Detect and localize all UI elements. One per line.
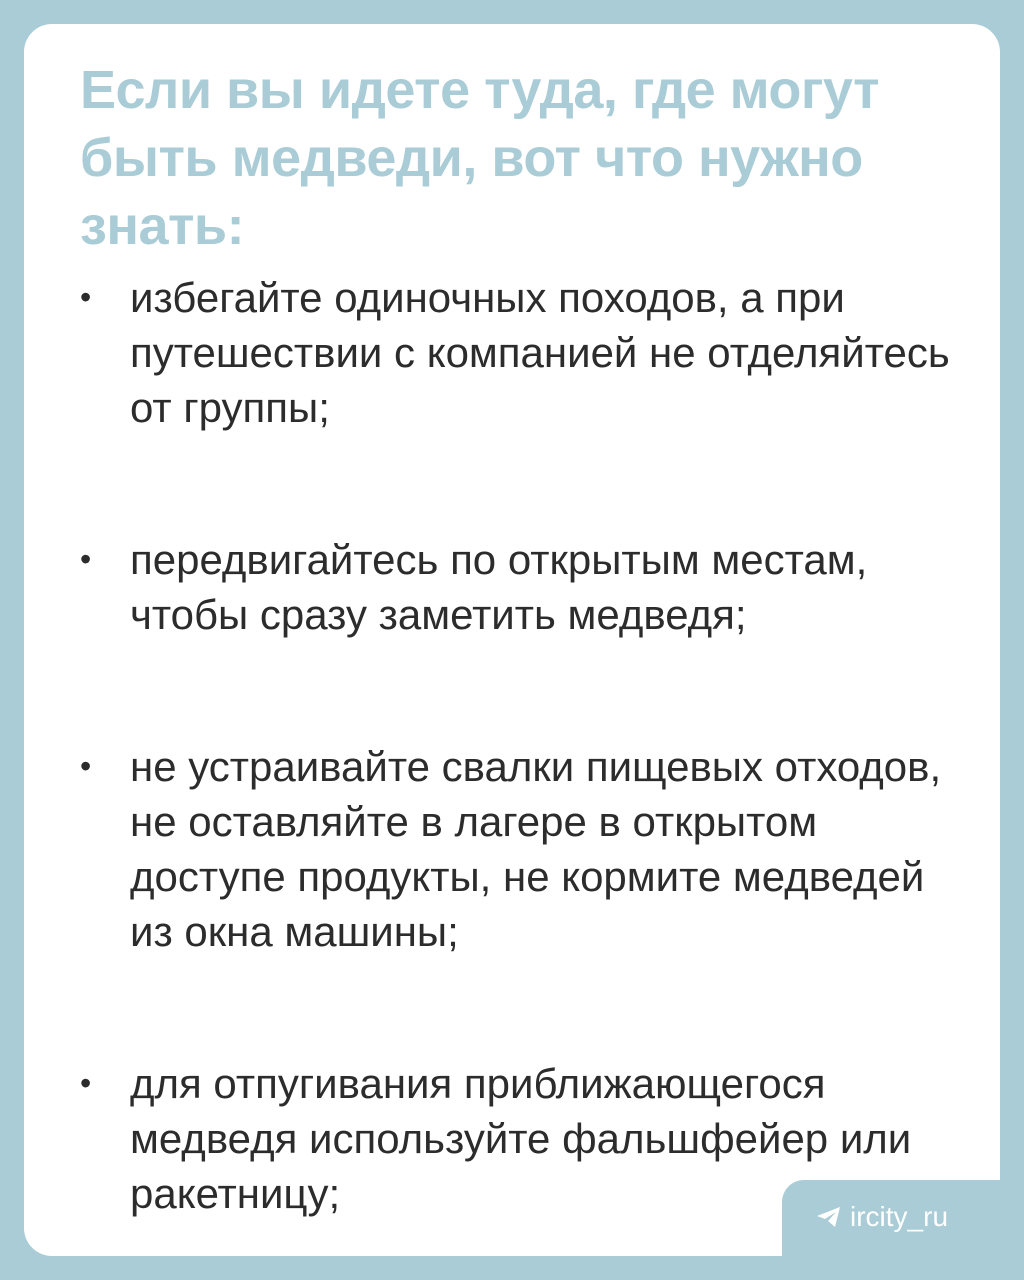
channel-badge[interactable] [782,1180,1000,1256]
list-item [80,270,960,435]
list-item-text: избегайте одиночных походов, а при путешествии с компанией не отделяйтесь от группы; [130,274,950,431]
page-title: Если вы идете туда, где могут быть медведи, вот что нужно знать: [80,60,880,256]
list-item-text: не устраивайте свалки пищевых отходов, не оставляйте в лагере в открытом доступе продукты, не кормите медведей из окна машины; [130,743,942,955]
channel-badge-content [816,1200,948,1234]
list-item [80,532,960,642]
bullet-icon: • [80,541,92,577]
list-item-text: передвигайтесь по открытым местам, чтобы сразу заметить медведя; [130,536,868,638]
list-item [80,739,960,959]
bullet-icon: • [80,279,92,315]
channel-handle: ircity_ru [850,1201,949,1232]
bullet-icon: • [80,748,92,784]
list-item-text: для отпугивания приближающегося медведя используйте фальшфейер или ракетницу; [130,1060,912,1217]
telegram-icon [816,1206,842,1228]
tips-list [80,270,960,1221]
bullet-icon: • [80,1065,92,1101]
